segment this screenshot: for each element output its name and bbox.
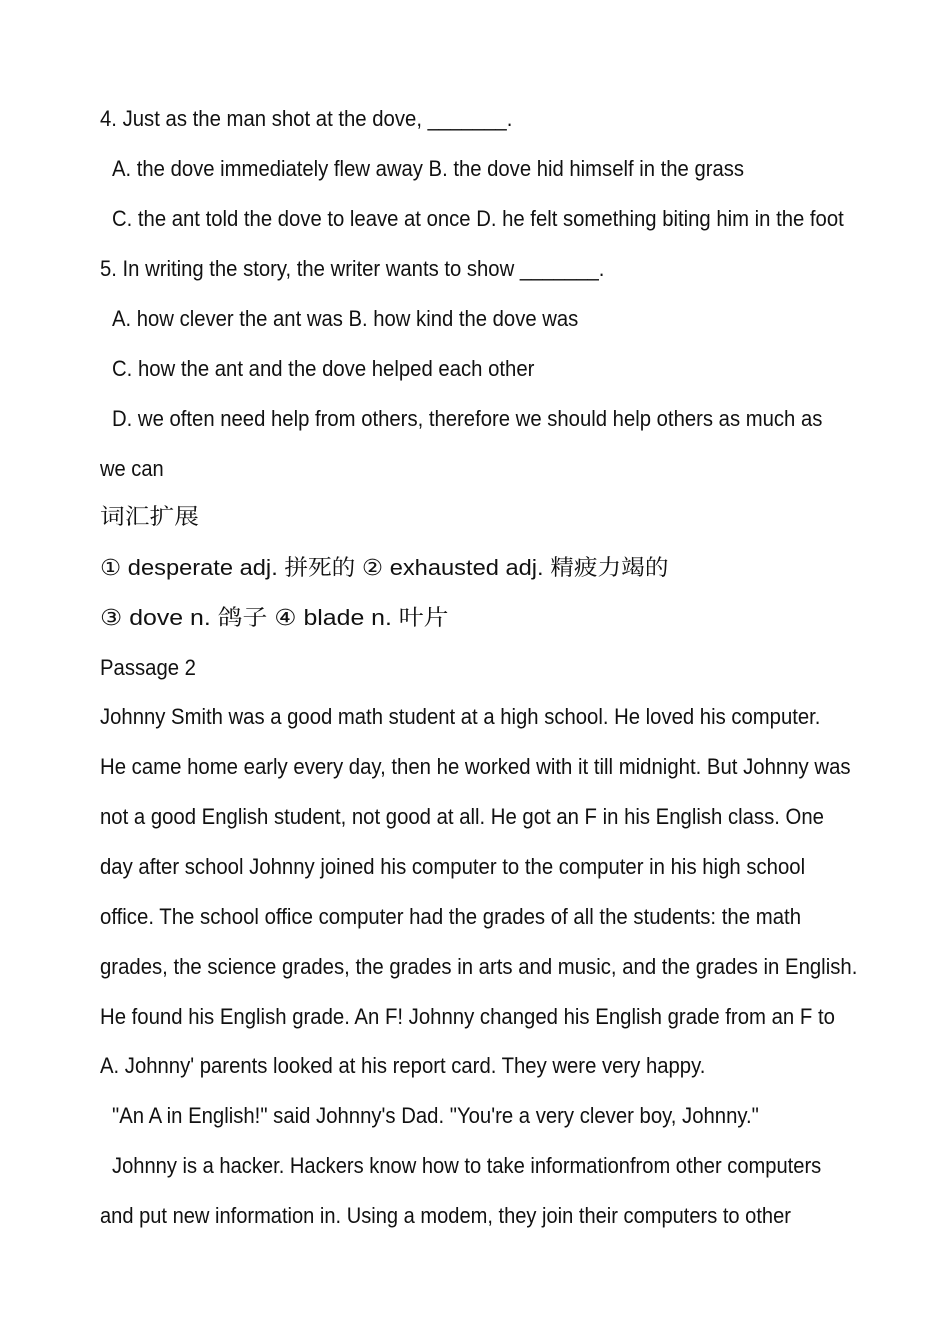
vocabulary-line-2: ③ dove n. 鸽子 ④ blade n. 叶片 xyxy=(100,605,449,630)
passage-line: "An A in English!" said Johnny's Dad. "You're a very clever boy, Johnny." xyxy=(112,1103,759,1128)
question-5-option-d: D. we often need help from others, therefore we should help others as much as xyxy=(112,406,823,431)
question-5-options-ab: A. how clever the ant was B. how kind the dove was xyxy=(112,306,579,331)
passage-line: and put new information in. Using a modem, they join their computers to other xyxy=(100,1203,791,1228)
question-5-option-c: C. how the ant and the dove helped each other xyxy=(112,356,535,381)
question-5: 5. In writing the story, the writer wants to show _______. xyxy=(100,256,605,281)
passage-line: He came home early every day, then he worked with it till midnight. But Johnny was xyxy=(100,754,851,779)
vocabulary-line-1: ① desperate adj. 拼死的 ② exhausted adj. 精疲力竭的 xyxy=(100,555,669,580)
passage-line: not a good English student, not good at all. He got an F in his English class. One xyxy=(100,804,824,829)
passage-line: office. The school office computer had the grades of all the students: the math xyxy=(100,904,802,929)
passage-line: grades, the science grades, the grades in arts and music, and the grades in English. xyxy=(100,954,858,979)
passage-line: He found his English grade. An F! Johnny changed his English grade from an F to xyxy=(100,1004,835,1029)
passage-line: day after school Johnny joined his computer to the computer in his high school xyxy=(100,854,806,879)
passage-line: A. Johnny' parents looked at his report card. They were very happy. xyxy=(100,1053,706,1078)
passage-line: Johnny Smith was a good math student at a high school. He loved his computer. xyxy=(100,704,821,729)
question-4-options-ab: A. the dove immediately flew away B. the dove hid himself in the grass xyxy=(112,156,745,181)
vocabulary-heading: 词汇扩展 xyxy=(100,505,200,530)
passage-line: Johnny is a hacker. Hackers know how to take informationfrom other computers xyxy=(112,1153,822,1178)
question-4: 4. Just as the man shot at the dove, _______. xyxy=(100,106,513,131)
passage-heading: Passage 2 xyxy=(100,655,196,680)
question-5-option-d-cont: we can xyxy=(100,456,164,481)
question-4-options-cd: C. the ant told the dove to leave at once D. he felt something biting him in the foot xyxy=(112,206,844,231)
